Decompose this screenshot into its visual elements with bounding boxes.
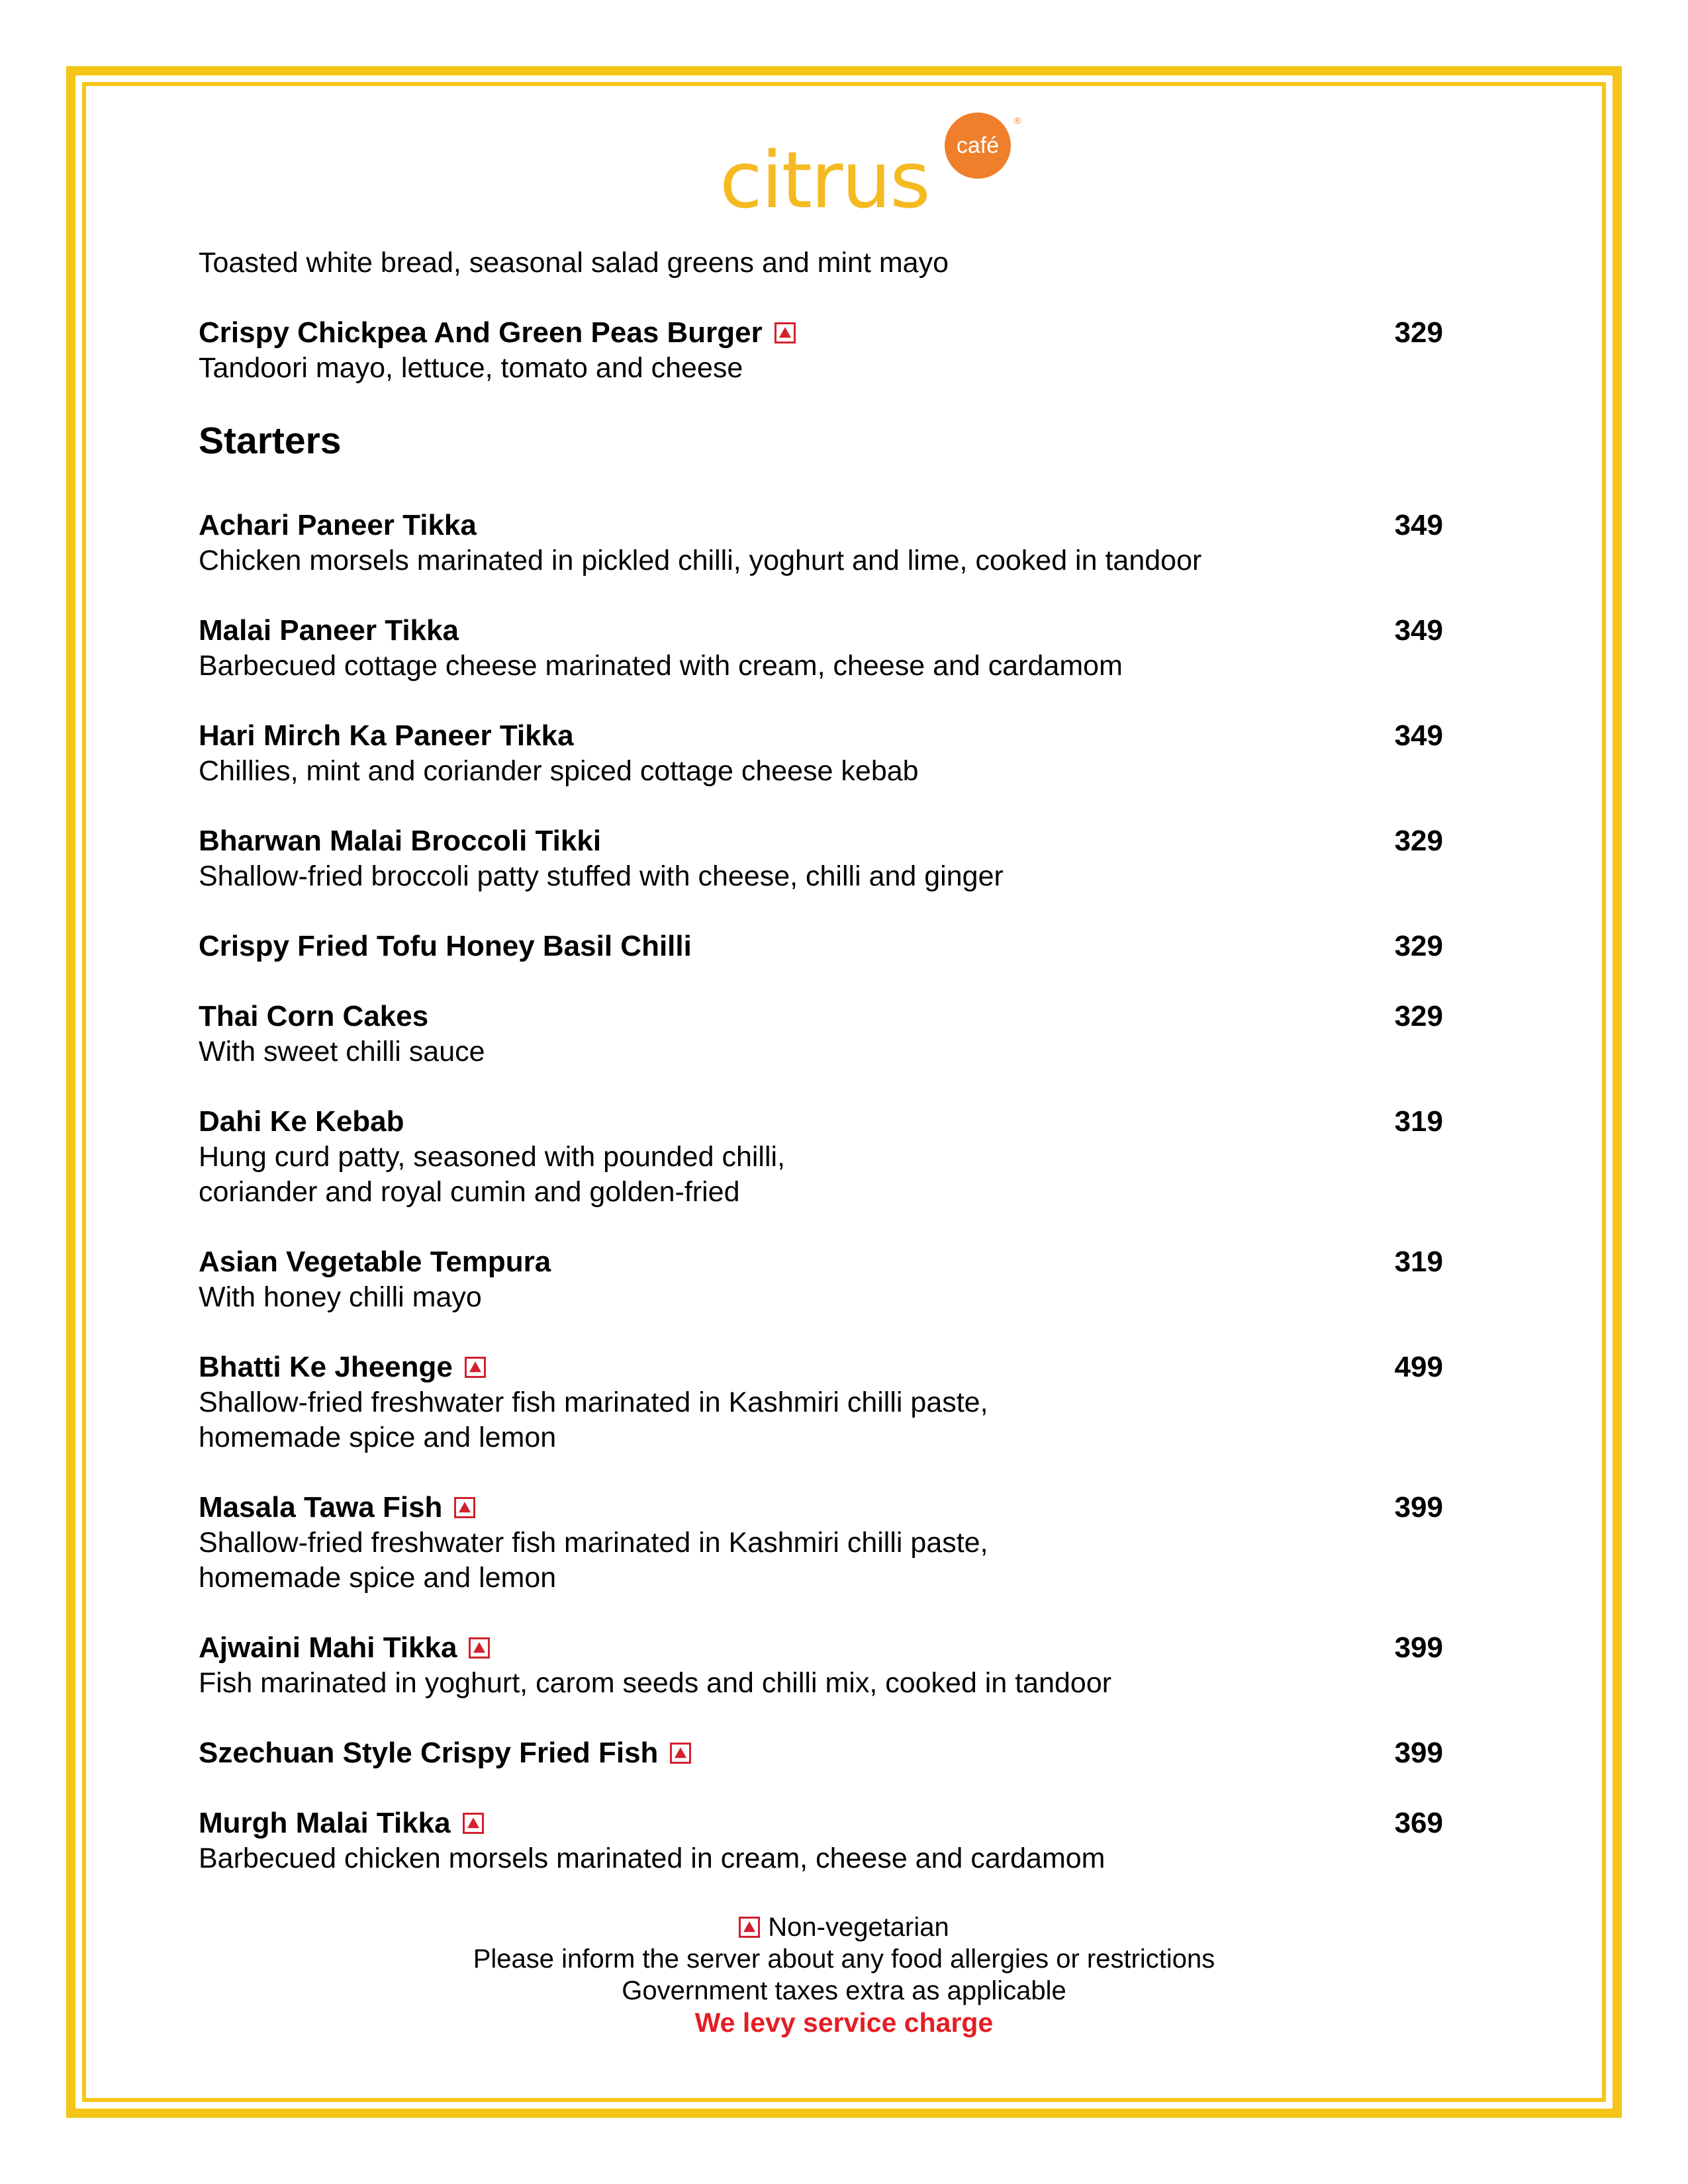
item-description: Shallow-fried freshwater fish marinated in Kashmiri chilli paste, (199, 1527, 988, 1559)
item-price: 329 (1394, 1000, 1443, 1032)
menu-item (199, 1490, 1443, 1596)
item-name: Bhatti Ke Jheenge (199, 1351, 453, 1383)
item-price: 399 (1394, 1737, 1443, 1769)
item-name: Masala Tawa Fish (199, 1491, 443, 1524)
menu-item (199, 999, 1443, 1069)
section-title-starters: Starters (199, 420, 342, 462)
menu-footer (199, 1911, 1489, 2038)
item-name: Bharwan Malai Broccoli Tikki (199, 825, 602, 857)
item-description: Tandoori mayo, lettuce, tomato and cheese (199, 352, 743, 384)
item-name: Hari Mirch Ka Paneer Tikka (199, 719, 574, 752)
item-price: 329 (1394, 316, 1443, 349)
item-price: 319 (1394, 1246, 1443, 1278)
menu-item (199, 1735, 1443, 1771)
item-price: 319 (1394, 1105, 1443, 1138)
menu-content (199, 245, 1443, 1911)
nonveg-icon (454, 1497, 475, 1518)
item-price: 349 (1394, 614, 1443, 647)
legend-label: Non-vegetarian (768, 1913, 949, 1942)
item-price: 329 (1394, 930, 1443, 962)
logo-badge-text: café (956, 133, 1000, 158)
menu-item (199, 929, 1443, 964)
item-description: Fish marinated in yoghurt, carom seeds and chilli mix, cooked in tandoor (199, 1667, 1112, 1699)
item-description: homemade spice and lemon (199, 1562, 557, 1594)
nonveg-icon (774, 322, 796, 343)
item-name: Murgh Malai Tikka (199, 1807, 451, 1839)
menu-item-burger (199, 315, 1443, 386)
item-description: Barbecued chicken morsels marinated in cream, cheese and cardamom (199, 1843, 1105, 1874)
item-description: Chicken morsels marinated in pickled chilli, yoghurt and lime, cooked in tandoor (199, 545, 1202, 576)
item-price: 349 (1394, 509, 1443, 541)
starters-list (199, 508, 1443, 1876)
item-name: Ajwaini Mahi Tikka (199, 1631, 457, 1664)
item-name: Crispy Fried Tofu Honey Basil Chilli (199, 930, 692, 962)
menu-item (199, 1349, 1443, 1455)
nonveg-icon (463, 1813, 484, 1834)
nonveg-icon (469, 1637, 490, 1659)
legend (199, 1911, 1489, 1943)
item-description: With honey chilli mayo (199, 1281, 482, 1313)
item-price: 499 (1394, 1351, 1443, 1383)
nonveg-icon (465, 1357, 486, 1378)
logo-wordmark: citrus (720, 134, 929, 222)
item-price: 399 (1394, 1491, 1443, 1524)
citrus-cafe-logo (718, 109, 1049, 222)
tax-note: Government taxes extra as applicable (622, 1976, 1066, 2005)
item-name: Thai Corn Cakes (199, 1000, 429, 1032)
item-name: Asian Vegetable Tempura (199, 1246, 551, 1278)
item-description: Shallow-fried broccoli patty stuffed with cheese, chilli and ginger (199, 860, 1004, 892)
item-price: 399 (1394, 1631, 1443, 1664)
menu-item (199, 1244, 1443, 1315)
menu-item (199, 718, 1443, 789)
menu-item (199, 1630, 1443, 1701)
item-description: With sweet chilli sauce (199, 1036, 485, 1068)
item-price: 369 (1394, 1807, 1443, 1839)
item-price: 329 (1394, 825, 1443, 857)
item-name: Szechuan Style Crispy Fried Fish (199, 1737, 659, 1769)
menu-item (199, 508, 1443, 578)
menu-item (199, 1805, 1443, 1876)
item-description: Shallow-fried freshwater fish marinated in Kashmiri chilli paste, (199, 1387, 988, 1418)
item-description: Barbecued cottage cheese marinated with cream, cheese and cardamom (199, 650, 1123, 682)
item-description: homemade spice and lemon (199, 1422, 557, 1453)
service-charge-note: We levy service charge (694, 2007, 994, 2038)
item-name: Crispy Chickpea And Green Peas Burger (199, 316, 763, 349)
item-name: Achari Paneer Tikka (199, 509, 477, 541)
item-description: Hung curd patty, seasoned with pounded chilli, (199, 1141, 786, 1173)
logo-registered-mark: ® (1014, 115, 1021, 126)
item-price: 349 (1394, 719, 1443, 752)
menu-item (199, 823, 1443, 894)
item-description: Chillies, mint and coriander spiced cottage cheese kebab (199, 755, 919, 787)
item-description: coriander and royal cumin and golden-fried (199, 1176, 740, 1208)
menu-item (199, 613, 1443, 684)
nonveg-icon (739, 1917, 760, 1938)
menu-item (199, 1104, 1443, 1210)
allergy-note: Please inform the server about any food allergies or restrictions (473, 1944, 1215, 1974)
nonveg-icon (670, 1743, 691, 1764)
item-name: Dahi Ke Kebab (199, 1105, 404, 1138)
intro-description: Toasted white bread, seasonal salad greens and mint mayo (199, 247, 949, 279)
item-name: Malai Paneer Tikka (199, 614, 459, 647)
